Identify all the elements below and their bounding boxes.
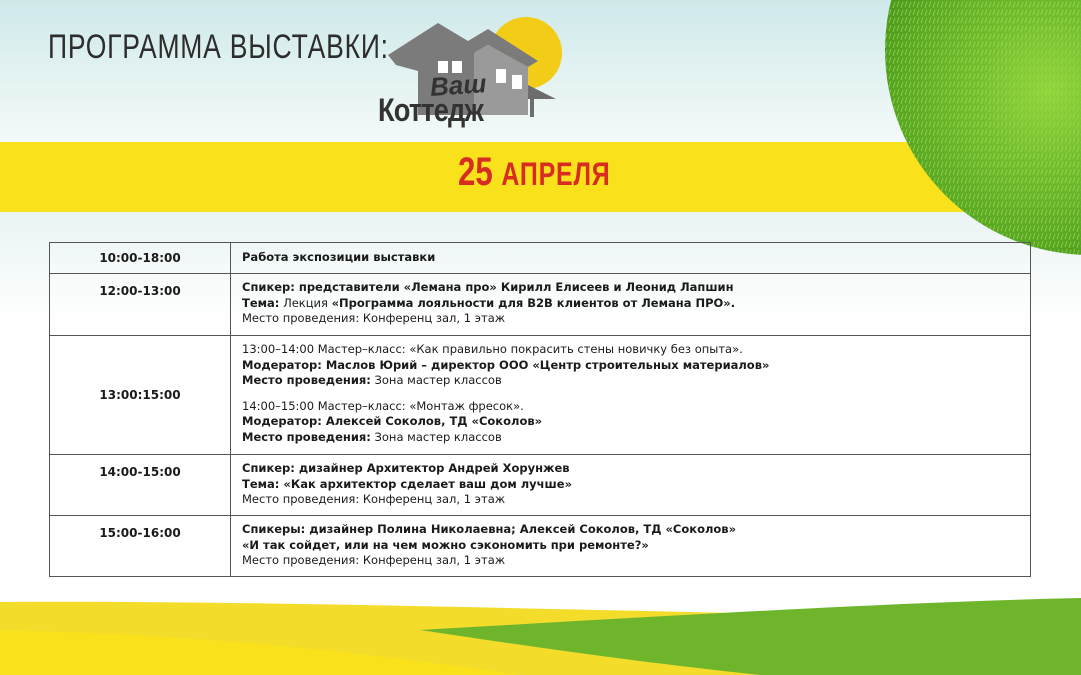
place-1-value: Зона мастер классов xyxy=(374,373,502,387)
time-cell: 13:00:15:00 xyxy=(50,336,231,455)
time-cell xyxy=(50,274,231,336)
place-2-label: Место проведения: xyxy=(242,429,371,444)
speaker-text: Спикер: дизайнер Архитектор Андрей Хорунжев xyxy=(242,461,570,475)
speaker-text: Спикеры: дизайнер Полина Николаевна; Алексей Соколов, ТД «Соколов» xyxy=(242,522,737,536)
logo-text-vash: Ваш xyxy=(428,68,488,102)
table-row xyxy=(50,455,1031,516)
topic-line xyxy=(242,296,1020,312)
place-text: Место проведения: Конференц зал, 1 этаж xyxy=(242,553,506,567)
place-2-value: Зона мастер классов xyxy=(374,429,502,444)
content-cell xyxy=(231,274,1031,336)
program-title: ПРОГРАММА ВЫСТАВКИ: xyxy=(48,28,389,66)
time-cell xyxy=(50,516,231,577)
spacer xyxy=(242,389,1020,399)
table-row xyxy=(50,516,1031,577)
schedule-table xyxy=(49,242,1031,577)
grass-ball-decoration xyxy=(880,0,1081,260)
table-row xyxy=(50,243,1031,274)
exhibition-text: Работа экспозиции выставки xyxy=(242,250,436,265)
time-cell xyxy=(50,455,231,516)
topic-text: Тема: «Как архитектор сделает ваш дом лучше» xyxy=(242,476,573,491)
content-cell xyxy=(231,336,1031,455)
table-row xyxy=(50,274,1031,336)
topic-label: Тема: xyxy=(242,295,280,310)
place-1-label: Место проведения: xyxy=(242,373,371,387)
date-month: АПРЕЛЯ xyxy=(501,156,611,192)
topic-prefix: Лекция xyxy=(283,295,328,310)
masterclass-2-text: 14:00–15:00 Мастер–класс: «Монтаж фресок». xyxy=(242,398,524,413)
topic-text: «Программа лояльности для B2B клиентов от Лемана ПРО». xyxy=(331,295,736,310)
date-day: 25 xyxy=(458,150,493,194)
content-cell xyxy=(231,243,1031,274)
place-1-line xyxy=(242,373,1020,389)
speaker-text: Спикер: представители «Лемана про» Кирилл Елисеев и Леонид Лапшин xyxy=(242,280,734,294)
bottom-wave-decoration xyxy=(0,590,1081,675)
topic-text: «И так сойдет, или на чем можно сэкономить при ремонте?» xyxy=(242,537,649,552)
content-cell xyxy=(231,516,1031,577)
place-text: Место проведения: Конференц зал, 1 этаж xyxy=(242,311,506,325)
time-cell: 10:00-18:00 xyxy=(50,243,231,274)
masterclass-1-text: 13:00–14:00 Мастер–класс: «Как правильно покрасить стены новичку без опыта». xyxy=(242,342,743,356)
time-text: 12:00-13:00 xyxy=(99,284,181,298)
moderator-2-text: Модератор: Алексей Соколов, ТД «Соколов» xyxy=(242,414,543,428)
table-row xyxy=(50,336,1031,455)
moderator-1-text: Модератор: Маслов Юрий – директор ООО «Центр строительных материалов» xyxy=(242,357,770,372)
event-date xyxy=(458,150,610,195)
place-text: Место проведения: Конференц зал, 1 этаж xyxy=(242,492,506,506)
place-2-line xyxy=(242,430,1020,446)
time-text: 15:00-16:00 xyxy=(99,526,181,540)
logo-text-kottedzh: Коттедж xyxy=(378,92,483,128)
time-text: 14:00-15:00 xyxy=(99,465,181,479)
content-cell xyxy=(231,455,1031,516)
